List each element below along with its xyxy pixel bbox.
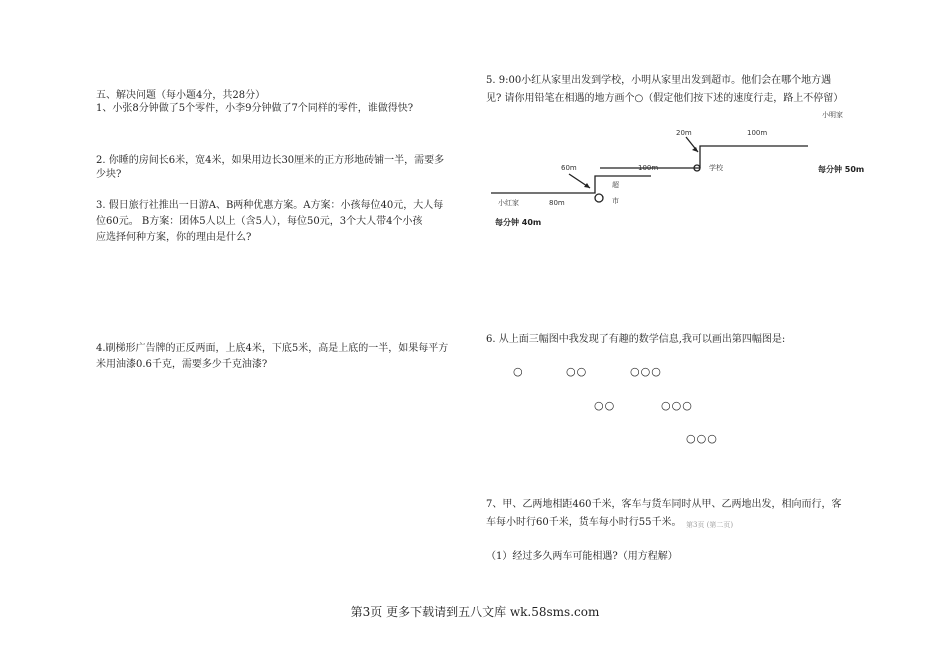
speed-xiaohong-label: 每分钟 40m [495,218,542,227]
route-lower [491,176,651,193]
pattern-row2-a: ○○ [594,399,616,412]
distance-100m-mid-label: 100m [638,164,659,172]
question-4-line-2: 米用油漆0.6千克，需要多少千克油漆? [96,359,268,370]
question-5-line-1: 5. 9:00小红从家里出发到学校，小明从家里出发到超市。他们会在哪个地方遇 [486,75,832,86]
xiaohong-home-label: 小红家 [498,199,519,207]
pattern-row1-c: ○○○ [630,365,662,378]
question-5-line-2: 见? 请你用铅笔在相遇的地方画个○（假定他们按下述的速度行走，路上不停留） [486,93,844,104]
question-7-line-1: 7、甲、乙两地相距460千米，客车与货车同时从甲、乙两地出发，相向而行，客 [486,499,842,510]
question-4-line-1: 4.刷梯形广告牌的正反两面，上底4米，下底5米，高是上底的一半，如果每平方 [96,343,449,354]
question-7-sub-1: （1）经过多久两车可能相遇?（用方程解） [486,551,678,562]
page-footer: 第3页 更多下载请到五八文库 wk.58sms.com [350,605,600,619]
question-2-line-2: 少块? [96,169,122,180]
question-6: 6. 从上面三幅图中我发现了有趣的数学信息,我可以画出第四幅图是: [486,334,786,345]
question-3-line-1: 3. 假日旅行社推出一日游A、B两种优惠方案。A方案：小孩每位40元，大人每 [96,200,444,211]
pattern-row1-a: ○ [513,365,524,378]
supermarket-label-2: 市 [612,197,619,205]
supermarket-marker [595,194,603,202]
distance-60m-label: 60m [561,164,577,172]
question-3-line-3: 应选择何种方案，你的理由是什么? [96,232,252,243]
school-label: 学校 [709,164,723,172]
question-7-line-2: 车每小时行60千米，货车每小时行55千米。 [486,517,682,528]
pattern-row3: ○○○ [686,432,718,445]
distance-20m-label: 20m [676,129,692,137]
xiaoming-home-label: 小明家 [822,111,843,119]
question-2-line-1: 2. 你睡的房间长6米，宽4米，如果用边长30厘米的正方形地砖铺一半，需要多 [96,155,445,166]
pattern-row2-b: ○○○ [661,399,693,412]
distance-80m-label: 80m [549,199,565,207]
question-1: 1、小张8分钟做了5个零件，小李9分钟做了7个同样的零件，谁做得快? [96,103,414,114]
distance-100m-top-label: 100m [747,129,768,137]
section-title: 五、解决问题（每小题4分，共28分） [96,90,266,101]
speed-xiaoming-label: 每分钟 50m [818,165,865,174]
question-3-line-2: 位60元。 B方案：团体5人以上（含5人），每位50元，3个大人带4个小孩 [96,216,423,227]
faint-watermark: 第3页 (第二页) [686,521,734,529]
pattern-row1-b: ○○ [566,365,588,378]
supermarket-label-1: 超 [612,181,619,189]
